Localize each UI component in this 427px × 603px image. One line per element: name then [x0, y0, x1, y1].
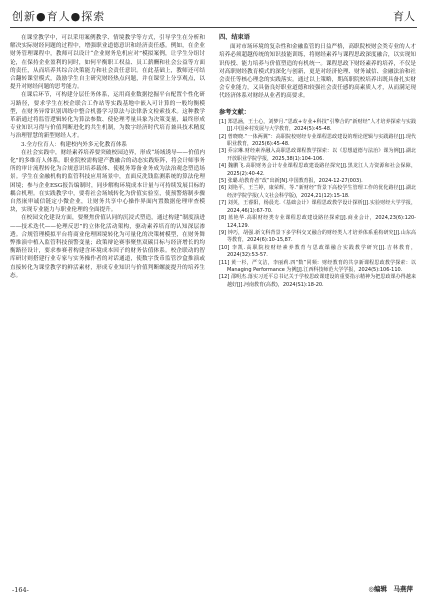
paragraph: 在课堂教学中，可以采用案例教学、情境教学等方式，引导学生在分析和解决实际财经问题的过程中，增强职业道德意识和经济责任感。例如，在企业财务管理课程中，教师可以设计“企业财务危机应对”模拟案例，让学生分组讨论，在保持企业盈利的同时，如何平衡职工权益、员工薪酬和社会公益等方面的责任，从而培养其综合决策能力和社会责任意识。在此基础上，教师还可结合翻转课堂模式，鼓励学生自主研究财经热点问题，并在课堂上分享观点，以提升对财经问题的思考能力。 — [10, 35, 205, 91]
reference-item: [1] 郑思涵，王士心，刘梦月.“思政+专业+科技”引擎合的“新财经”人才培养探索与实践[J].中国乡村发展与大学教育，2024(5):45-48. — [219, 118, 416, 133]
journal-column-tag: 创新●育人●探索 — [12, 10, 106, 23]
reference-list — [219, 119, 416, 289]
reference-item: [3] 乔宗琳.财经素养融入高职思政课程教学探索：以《思想道德与法治》课为例[J].湖北开放职业学院学报，2025,38(1):104-106. — [219, 148, 416, 162]
paragraph: 面对市场环境的复杂性和金融监管的日益严格，高职院校财会类专业的人才培养必须超越传统的知识技能训练，将财经素养与课程思政深度融合，以实现知识传授、能力培养与价值塑造的有机统一。课程思政下财经素养的培养，不仅是对高职财经教育模式的深化与创新，更是对经济伦理、财务诚信、金融法治和社会责任等核心理念的实践落实。通过以上策略，期高职院校培养出既具备扎实财会专业能力，又具备良好职业道德和较强社会责任感的高素质人才，从而满足现代经济体系对财经从业者的高要求。 — [219, 44, 416, 100]
reference-item: [6] 刘艳平，王兰婷，康荣辉，等.“新财经”背景下高校学生管理工作的优化路径[J].湖北经济学院学报(人文社会科学版)，2024,21(12):15-18. — [219, 185, 416, 199]
reference-item: [2] 曾晓晓.“一体两翼”：高职院校财经专业课程思政建设的理论逻辑与实践路径[J].现代职业教育，2025(6):45-48. — [219, 133, 416, 148]
reference-item: [9] 钟巧，胡强.新文科背景下多学科交叉融合的财经类人才培养体系重构研究[J].山东高等教育，2024(6):10-15,87. — [219, 229, 416, 244]
reference-item: [4] 魏鹏飞.高职财务会计专业课程思政建设路径探究[J].黑龙江人力资源和社会保障，2025(2):40-42. — [219, 163, 416, 177]
paragraph: 在校园文化建设方面，要聚焦价值认同的沉浸式塑造，通过构建“制度演进——技术迭代——伦理反思”的立体化活动架构，驱动素养培育的认知深层渗透。合规管理模拟平台将商业伦理困境转化为可量化的决策树模型，在财务舞弊推演中植入监管科技预警变量；政策辩论赛事聚焦双碳目标与经济增长的均衡路径设计，要求参赛者构建含环境成本因子的财务估值体系。校企联动的智库研讨则搭建行业专家与实务操作者的对话通道，使数字货币监管沙盒推演或直接转化为课堂教学的鲜活素材，形成专业知识与价值判断螺旋提升的培养生态。 — [10, 215, 205, 279]
header-rule — [10, 27, 417, 28]
left-column — [10, 34, 205, 280]
editor-credit: ◎编辑 马燕萍 — [368, 585, 413, 593]
paragraph: 在社会实践中，财经素养培养要突破校园边界，形成“场域诱导——价值内化”的多维育人体系。职业院校需构建产教融合的动态实践矩阵，将会计师事务所的审计流程转化为合规意识培养载体、使税务筹备业务成为法治观念塑造场景。学生在金融机构的监管科技应用场景中，直面反洗钱监测系统的算法伦理困境；参与企业ESG报告编制时，同步解构环境成本计量与可持续发展目标的耦合机理。在实践教学中，要将社会场域转化为价值实验室，使预警熔制步骤自然嵌审诚信链定小微企业，让财务共享中心操作界面内置数据伦理审查模块，实现专业能力与职业伦理的全面提升。 — [10, 149, 205, 214]
paragraph: 在课后环节，可构建分层任务体系，运用商业数据挖掘平台配置个性化研习路径，要求学生在校企联合工作站等实践基地中嵌入可计算的一般均衡模型，在财务异常识别训练中整合机器学习算法与法律条文检索技术。这种教学革新通过将监管逻辑转化为算法参数、使伦理考量具象为决策变量，最终形成专业知识习得与价值判断进化的共生机制，为数字经济时代培育兼具技术精度与治理智慧的新型财经人才。 — [10, 92, 205, 140]
reference-item: [8] 蓝艳华.高职财经类专业课程思政建设路径探索[J].商业会计，2024,23(6):120-124,129. — [219, 215, 416, 229]
page-number: -164- — [12, 586, 29, 594]
reference-item: [5] 张璐.给教育者“改”出新[N].中国教育报，2024-12-27(003). — [219, 178, 363, 185]
reference-item: [11] 黄一杉，严文洁，李丽莉.四“数”同频：财经教育的共享新课程思政教学探索：以 Managing Performance 为例[J].江西科技师范大学学报，2024(5):106-110. — [219, 259, 416, 273]
subsection-heading: 3.全方位育人：构建校内外多元化教育体系 — [21, 141, 128, 148]
section-name: 育人 — [393, 10, 415, 23]
references-title: 参考文献： — [219, 108, 250, 116]
section-title: 四、结束语 — [219, 34, 250, 41]
page-header — [0, 0, 427, 34]
reference-item: [7] 刘英，王睿阳，杨晨光.《基础会计》课程思政教学设计探析[J].实验财经大学学报，2024,46(1):67-70. — [219, 200, 416, 214]
reference-item: [12] 邵明杰.落实习近平总书记关于学校思政课建设的重要指示精神为把思政课办得越来越好[J].河南教育(高教)，2024(S1):18-20. — [219, 274, 416, 288]
right-column — [219, 34, 416, 289]
reference-item: [10] 李凯.高职院校财经素养教育与思政课融合实践教学研究[J].吉林教育，2024(32):53-57. — [219, 244, 416, 259]
